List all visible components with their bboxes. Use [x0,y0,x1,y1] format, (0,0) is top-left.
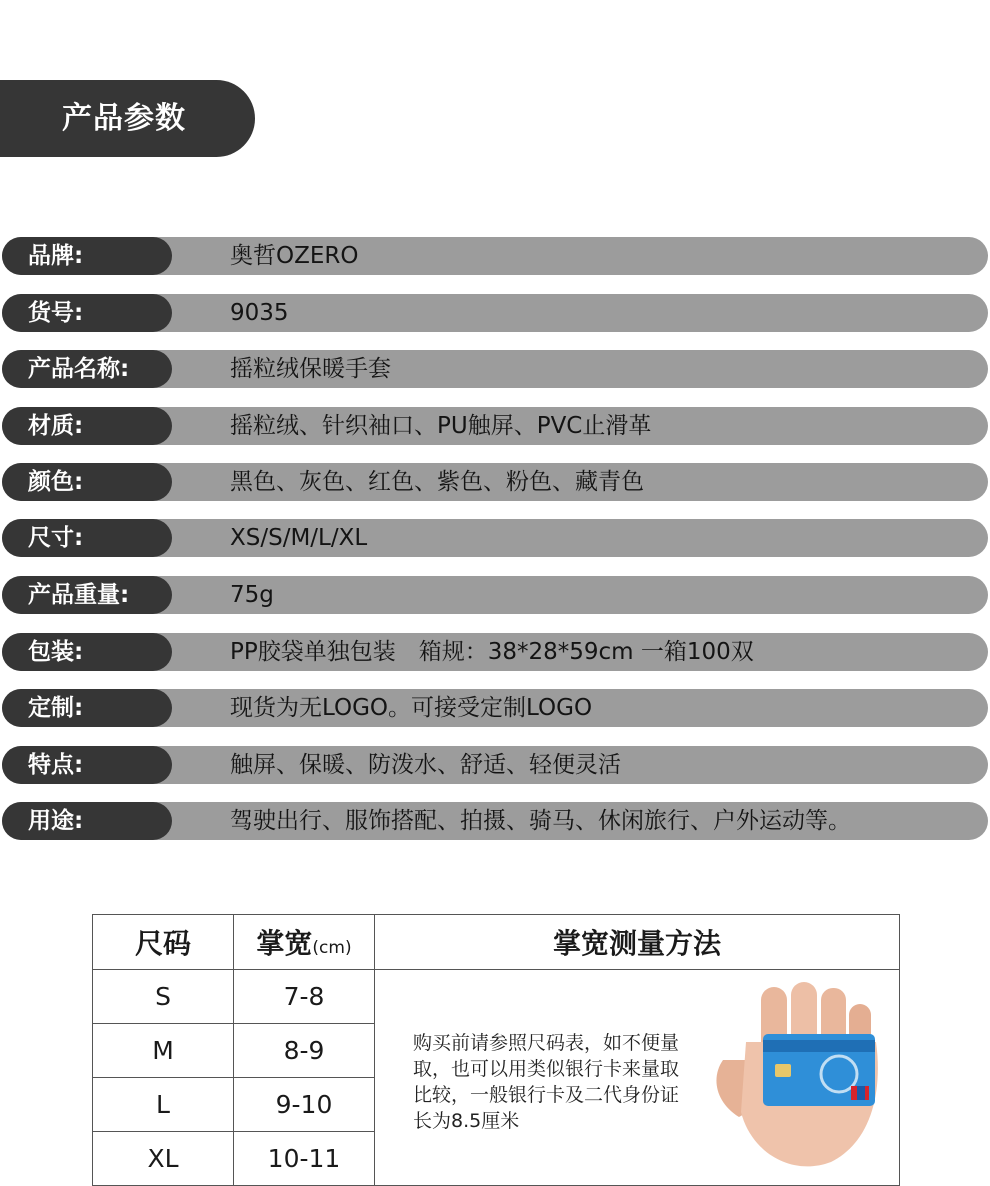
spec-row-weight [2,576,988,614]
section-title: 产品参数 [0,80,255,157]
method-text: 购买前请参照尺码表，如不便量取，也可以用类似银行卡来量取比较，一般银行卡及二代身份证长为8.5厘米 [413,1032,680,1132]
method-cell [375,970,900,1186]
spec-value: 75g [230,582,274,608]
size-table-header [93,915,900,970]
spec-value: 摇粒绒保暖手套 [230,356,391,382]
spec-value: 驾驶出行、服饰搭配、拍摄、骑马、休闲旅行、户外运动等。 [230,808,851,834]
header-unit: (cm) [312,938,352,958]
spec-value: 现货为无LOGO。可接受定制LOGO [230,695,593,721]
spec-label: 品牌: [2,237,172,275]
size-table [92,914,900,1186]
spec-row-packaging [2,633,988,671]
spec-value: XS/S/M/L/XL [230,525,368,551]
spec-row-brand [2,237,988,275]
width-value: 9-10 [234,1078,375,1132]
spec-row-customization [2,689,988,727]
table-row [93,970,900,1024]
spec-value: 触屏、保暖、防泼水、舒适、轻便灵活 [230,752,621,778]
spec-value: 黑色、灰色、红色、紫色、粉色、藏青色 [230,469,644,495]
header-palm-width [234,915,375,970]
spec-label: 颜色: [2,463,172,501]
spec-row-features [2,746,988,784]
spec-label: 定制: [2,689,172,727]
spec-row-product-name [2,350,988,388]
size-value: M [93,1024,234,1078]
header-size: 尺码 [93,915,234,970]
spec-label: 包装: [2,633,172,671]
header-palm-width-label: 掌宽 [256,927,313,960]
width-value: 8-9 [234,1024,375,1078]
size-value: L [93,1078,234,1132]
spec-label: 用途: [2,802,172,840]
spec-label: 货号: [2,294,172,332]
spec-label: 特点: [2,746,172,784]
hand-with-bank-card-image [711,982,886,1172]
spec-row-item-number [2,294,988,332]
spec-label: 材质: [2,407,172,445]
spec-label: 产品重量: [2,576,172,614]
size-value: S [93,970,234,1024]
width-value: 10-11 [234,1132,375,1186]
spec-value: 9035 [230,300,289,326]
spec-value: 摇粒绒、针织袖口、PU触屏、PVC止滑革 [230,413,652,439]
bank-card-icon [763,1034,875,1106]
spec-row-usage [2,802,988,840]
spec-row-color [2,463,988,501]
spec-row-size [2,519,988,557]
spec-label: 尺寸: [2,519,172,557]
width-value: 7-8 [234,970,375,1024]
header-method: 掌宽测量方法 [375,915,900,970]
spec-row-material [2,407,988,445]
spec-label: 产品名称: [2,350,172,388]
spec-value: 奥哲OZERO [230,243,359,269]
spec-value: PP胶袋单独包装 箱规：38*28*59cm 一箱100双 [230,639,754,665]
size-value: XL [93,1132,234,1186]
